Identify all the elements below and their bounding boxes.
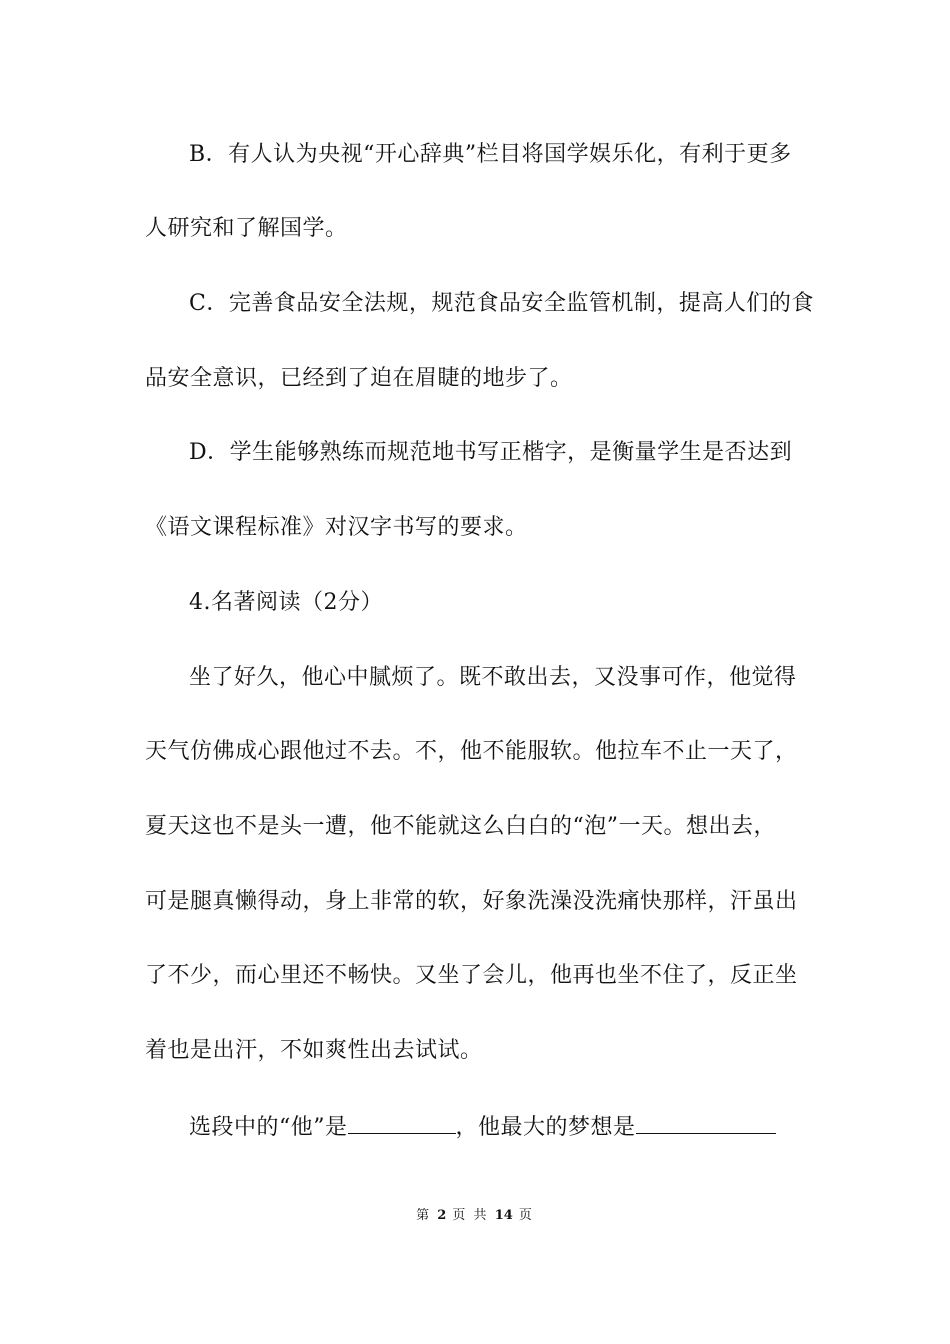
question-line bbox=[189, 1111, 810, 1143]
answer-blank-1[interactable] bbox=[348, 1111, 456, 1134]
question-4-heading: 4.名著阅读（2分） bbox=[189, 590, 383, 615]
current-page-number: 2 bbox=[437, 1208, 447, 1223]
option-c-line-2: 品安全意识，已经到了迫在眉睫的地步了。 bbox=[145, 366, 573, 391]
answer-blank-2[interactable] bbox=[636, 1111, 776, 1134]
passage-line-3: 夏天这也不是头一遭，他不能就这么白白的“泡”一天。想出去， bbox=[145, 814, 776, 839]
option-b-line-1: B．有人认为央视“开心辞典”栏目将国学娱乐化，有利于更多 bbox=[189, 142, 792, 167]
page-footer: 第 2 页 共 14 页 bbox=[416, 1208, 534, 1223]
option-d-line-1: D．学生能够熟练而规范地书写正楷字，是衡量学生是否达到 bbox=[189, 440, 793, 465]
option-d-line-2: 《语文课程标准》对汉字书写的要求。 bbox=[145, 515, 528, 540]
option-c-line-1: C．完善食品安全法规，规范食品安全监管机制，提高人们的食 bbox=[189, 291, 814, 316]
passage-line-1: 坐了好久，他心中腻烦了。既不敢出去，又没事可作，他觉得 bbox=[189, 665, 797, 690]
passage-line-6: 着也是出汗，不如爽性出去试试。 bbox=[145, 1038, 483, 1063]
passage-line-4: 可是腿真懒得动，身上非常的软，好象洗澡没洗痛快那样，汗虽出 bbox=[145, 889, 798, 914]
passage-line-5: 了不少，而心里还不畅快。又坐了会儿，他再也坐不住了，反正坐 bbox=[145, 963, 798, 988]
question-text-2: ，他最大的梦想是 bbox=[455, 1115, 636, 1140]
passage-line-2: 天气仿佛成心跟他过不去。不，他不能服软。他拉车不止一天了， bbox=[145, 739, 798, 764]
option-b-line-2: 人研究和了解国学。 bbox=[145, 216, 348, 241]
question-text-1: 选段中的“他”是 bbox=[189, 1115, 348, 1140]
total-page-number: 14 bbox=[494, 1208, 513, 1223]
